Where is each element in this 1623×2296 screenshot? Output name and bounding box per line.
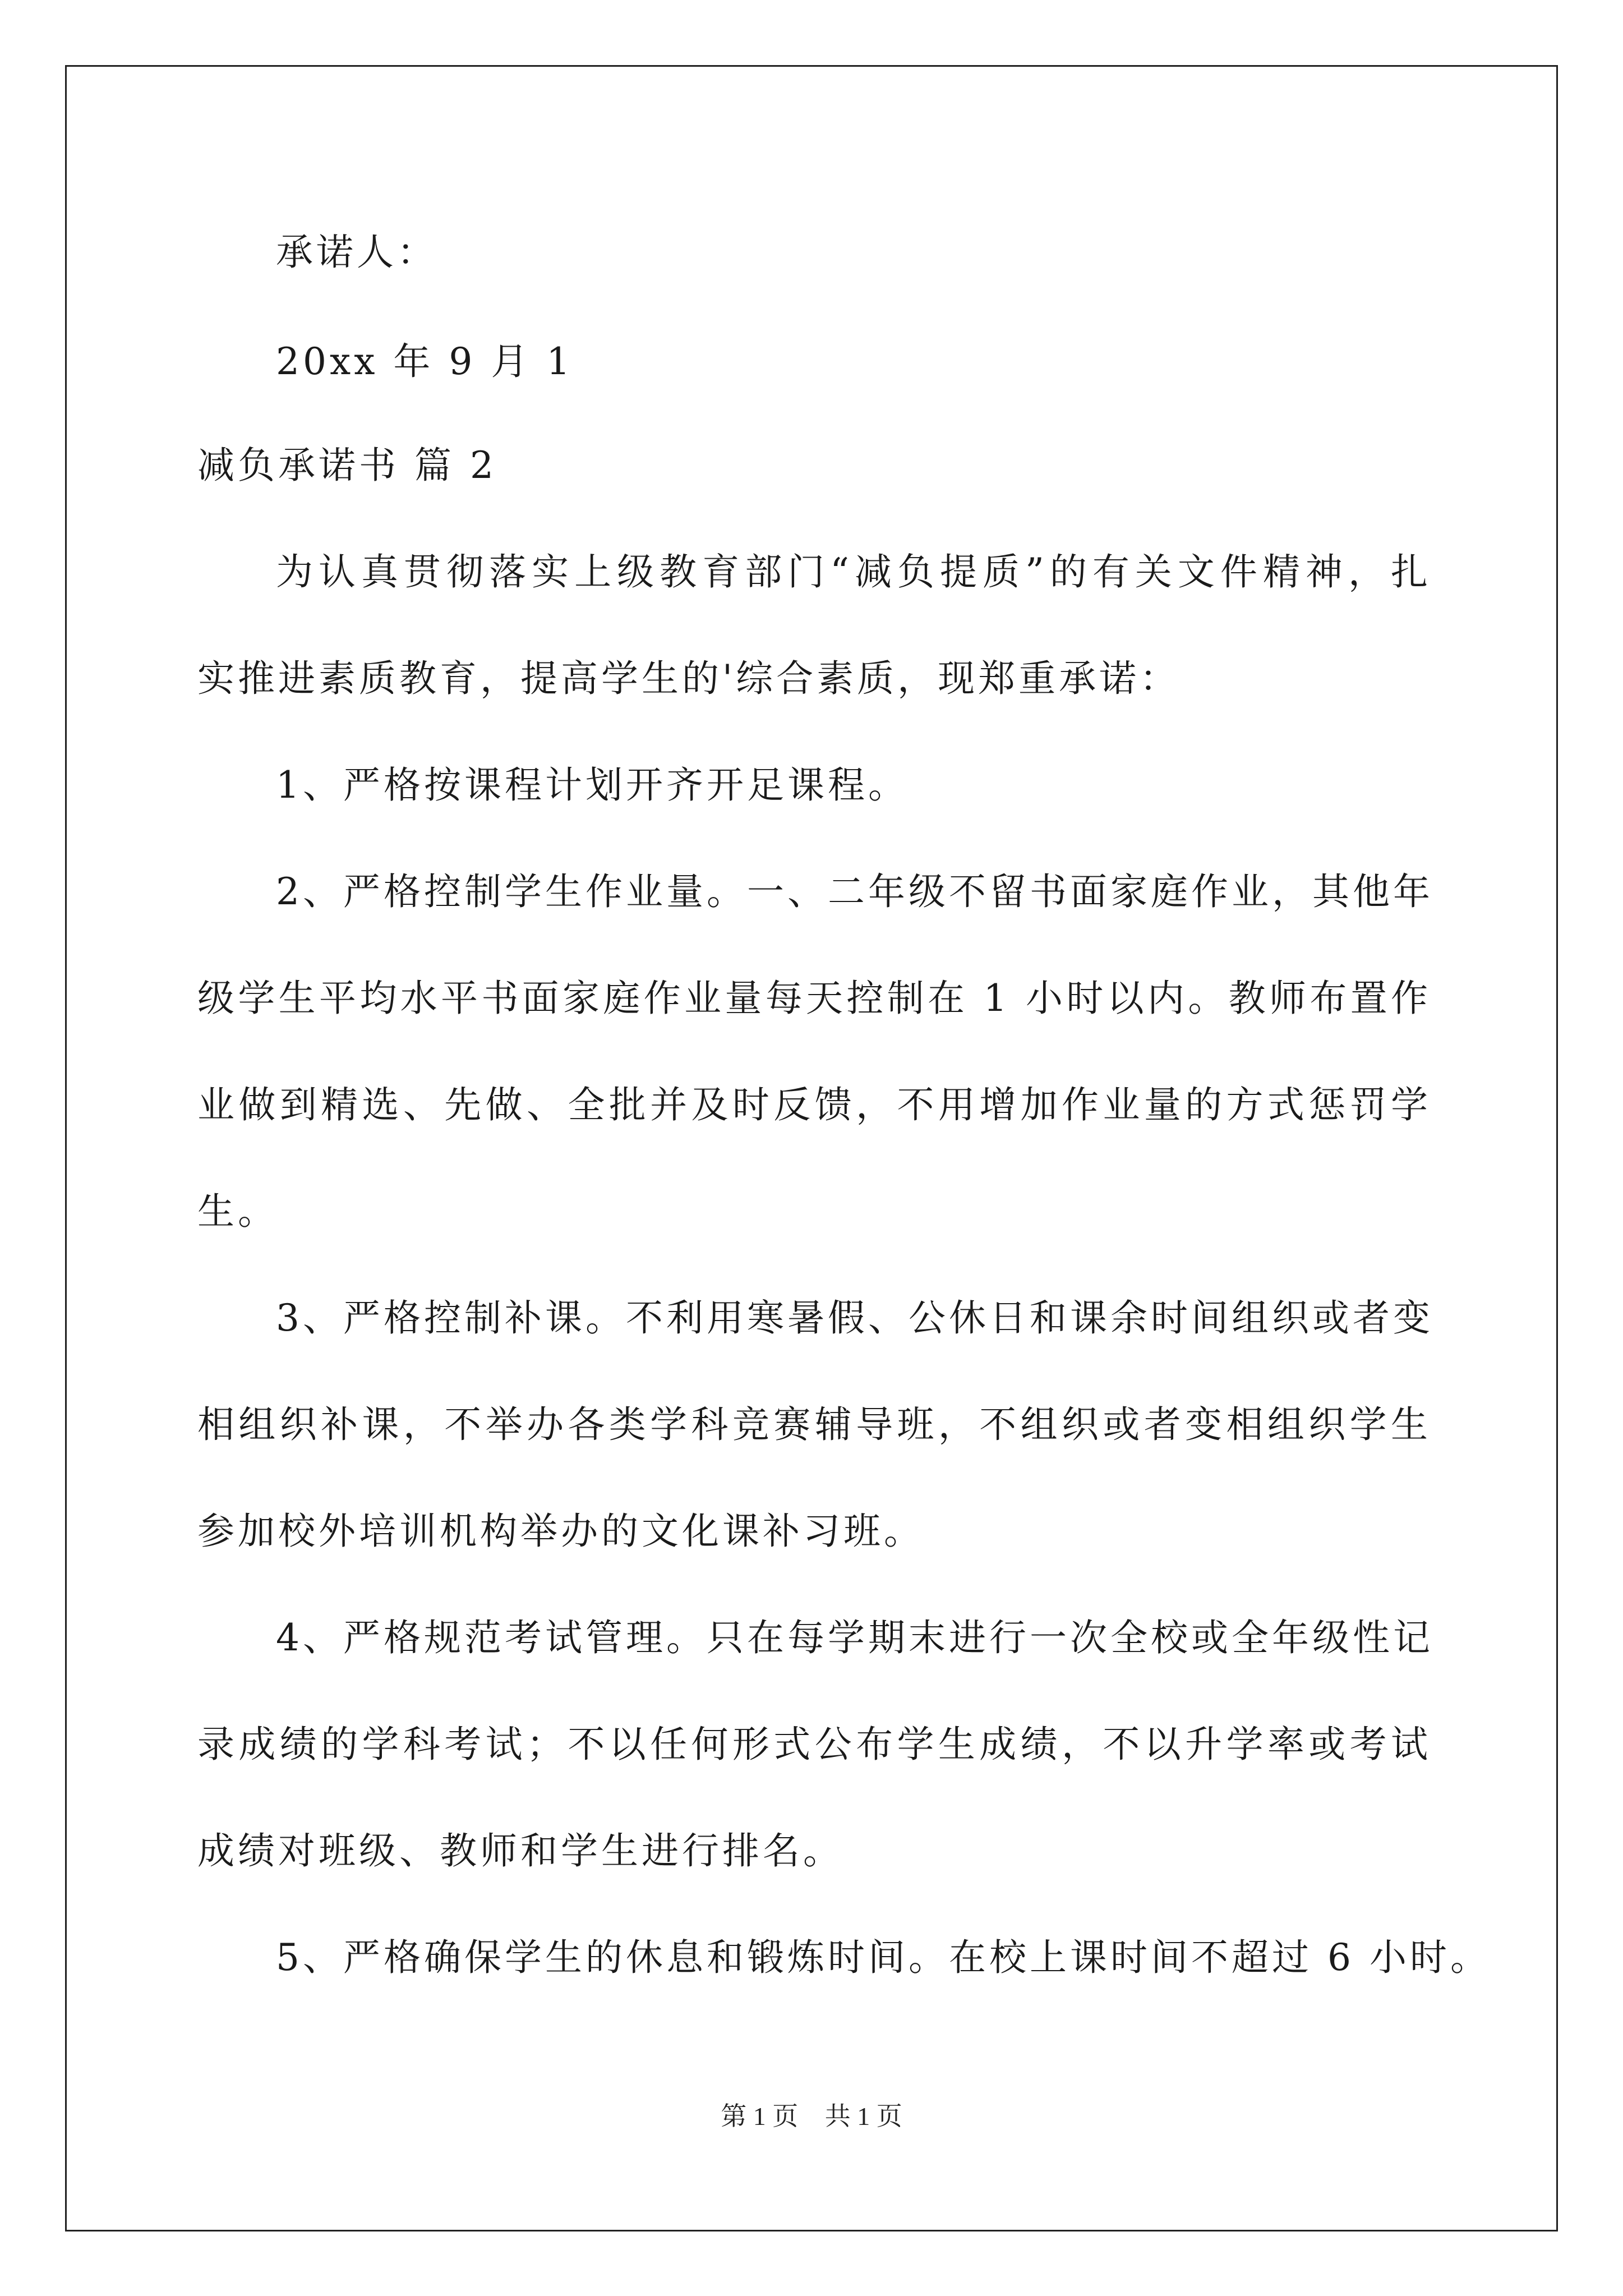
paragraph-line: 参加校外培训机构举办的文化课补习班。 [197, 1510, 924, 1553]
paragraph-line: 实推进素质教育，提高学生的'综合素质，现郑重承诺： [197, 657, 1181, 700]
paragraph-line: 成绩对班级、教师和学生进行排名。 [197, 1829, 843, 1872]
paragraph-line: 录成绩的学科考试；不以任何形式公布学生成绩，不以升学率或考试 [197, 1723, 1431, 1766]
paragraph-line: 级学生平均水平书面家庭作业量每天控制在 1 小时以内。教师布置作 [197, 977, 1431, 1020]
date-line: 20xx 年 9 月 1 [276, 340, 574, 383]
paragraph-line: 3、严格控制补课。不利用寒暑假、公休日和课余时间组织或者变 [276, 1296, 1433, 1340]
paragraph-line: 5、严格确保学生的休息和锻炼时间。在校上课时间不超过 6 小时。 [276, 1936, 1491, 1979]
section-heading: 减负承诺书 篇 2 [197, 444, 497, 487]
signature-label: 承诺人： [276, 231, 437, 274]
page-border [65, 65, 1558, 2231]
paragraph-line: 4、严格规范考试管理。只在每学期末进行一次全校或全年级性记 [276, 1616, 1433, 1659]
page-number: 第 1 页 [721, 2102, 799, 2131]
paragraph-line: 1、严格按课程计划开齐开足课程。 [276, 763, 909, 807]
paragraph-line: 2、严格控制学生作业量。一、二年级不留书面家庭作业，其他年 [276, 870, 1433, 913]
paragraph-line: 相组织补课，不举办各类学科竞赛辅导班，不组织或者变相组织学生 [197, 1403, 1431, 1446]
page-footer [0, 2101, 1623, 2132]
paragraph-line: 为认真贯彻落实上级教育部门“减负提质”的有关文件精神，扎 [276, 550, 1431, 593]
paragraph-line: 生。 [197, 1190, 278, 1233]
page-total: 共 1 页 [824, 2102, 902, 2131]
paragraph-line: 业做到精选、先做、全批并及时反馈，不用增加作业量的方式惩罚学 [197, 1083, 1431, 1126]
